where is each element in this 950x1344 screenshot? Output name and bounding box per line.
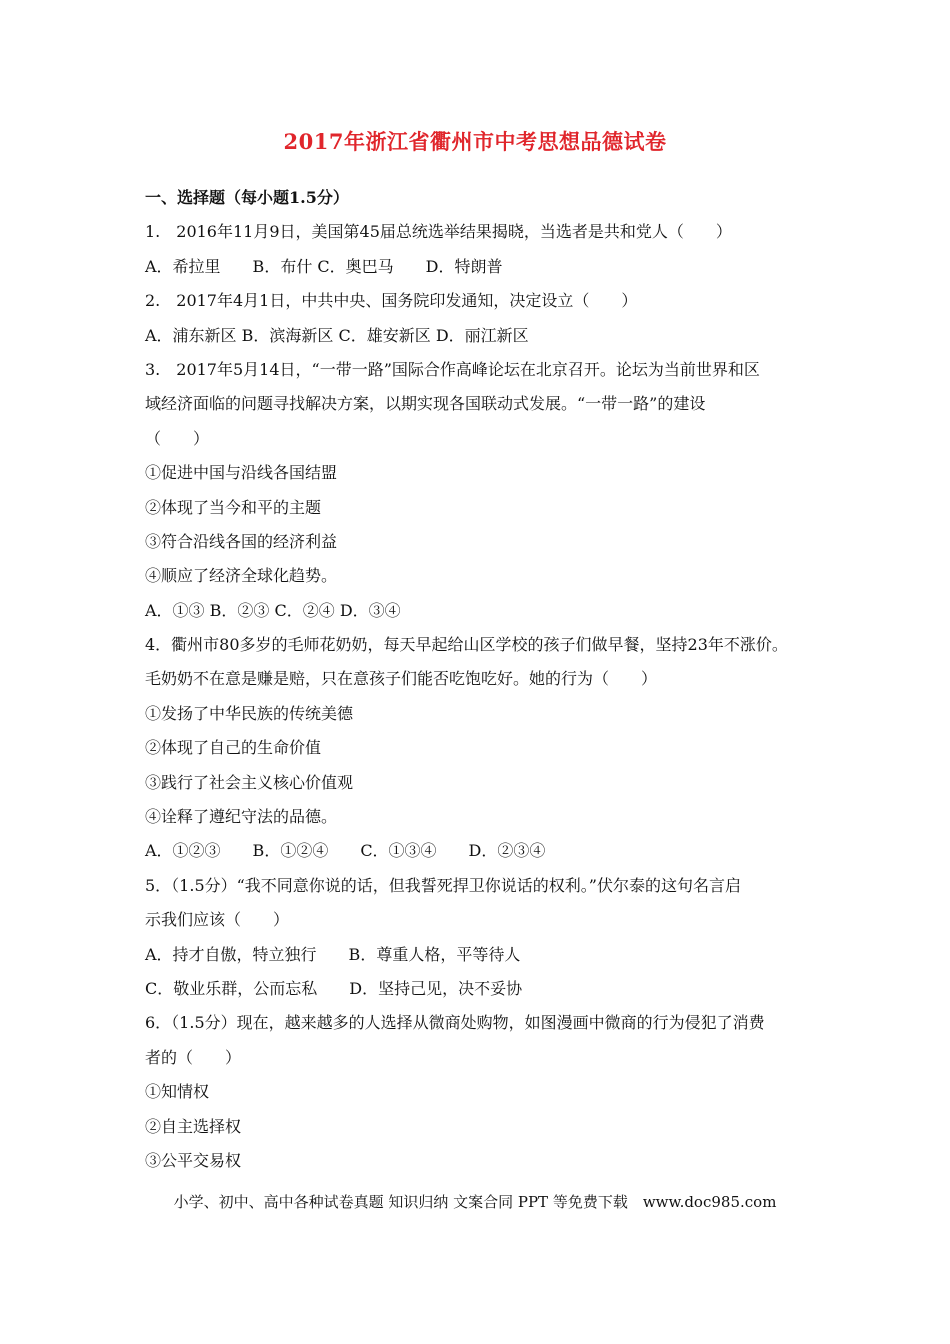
text-line: 域经济面临的问题寻找解决方案，以期实现各国联动式发展。“一带一路”的建设	[145, 394, 706, 414]
text-line: 6．（1.5分）现在，越来越多的人选择从微商处购物，如图漫画中微商的行为侵犯了消费	[145, 1013, 765, 1033]
text-line: 4．衢州市80多岁的毛师花奶奶，每天早起给山区学校的孩子们做早餐，坚持23年不涨价。	[145, 635, 788, 655]
text-line: A．希拉里 B．布什 C．奥巴马 D．特朗普	[145, 256, 503, 276]
text-line: C．敬业乐群，公而忘私 D．坚持己见，决不妥协	[145, 978, 523, 998]
page-title: 2017年浙江省衢州市中考思想品德试卷	[283, 129, 667, 154]
text-line: ②自主选择权	[145, 1116, 242, 1136]
text-line: 毛奶奶不在意是赚是赔，只在意孩子们能否吃饱吃好。她的行为（ ）	[145, 669, 658, 689]
text-line: 1. 2016年11月9日，美国第45届总统选举结果揭晓，当选者是共和党人（ ）	[145, 222, 732, 242]
text-line: ②体现了自己的生命价值	[145, 738, 322, 758]
question-content	[145, 181, 825, 1178]
page-footer: 小学、初中、高中各种试卷真题 知识归纳 文案合同 PPT 等免费下载 www.doc985.com	[173, 1193, 777, 1211]
text-line: ③践行了社会主义核心价值观	[145, 772, 354, 792]
text-line: ③公平交易权	[145, 1150, 242, 1170]
text-line: ①促进中国与沿线各国结盟	[145, 463, 338, 483]
section-heading: 一、选择题（每小题1.5分）	[145, 188, 349, 207]
text-line: ④顺应了经济全球化趋势。	[145, 566, 338, 586]
text-line: （ ）	[145, 428, 210, 448]
text-line: A．浦东新区 B．滨海新区 C．雄安新区 D．丽江新区	[145, 325, 529, 345]
text-line: A．持才自傲，特立独行 B．尊重人格，平等待人	[145, 944, 521, 964]
text-line: ②体现了当今和平的主题	[145, 497, 322, 517]
text-line: 者的（ ）	[145, 1047, 242, 1067]
text-line: 5．（1.5分）“我不同意你说的话，但我誓死捍卫你说话的权利。”伏尔泰的这句名言启	[145, 875, 741, 895]
text-line: 3. 2017年5月14日，“一带一路”国际合作高峰论坛在北京召开。论坛为当前世界和区	[145, 359, 760, 379]
text-line: ④诠释了遵纪守法的品德。	[145, 807, 338, 827]
text-line: ①发扬了中华民族的传统美德	[145, 703, 354, 723]
text-line: 2. 2017年4月1日，中共中央、国务院印发通知，决定设立（ ）	[145, 291, 638, 311]
text-line: A．①③ B．②③ C．②④ D．③④	[145, 600, 401, 620]
text-line: ①知情权	[145, 1082, 210, 1102]
text-line: 示我们应该（ ）	[145, 910, 290, 930]
text-line: ③符合沿线各国的经济利益	[145, 531, 338, 551]
text-line: A．①②③ B．①②④ C．①③④ D．②③④	[145, 841, 546, 861]
